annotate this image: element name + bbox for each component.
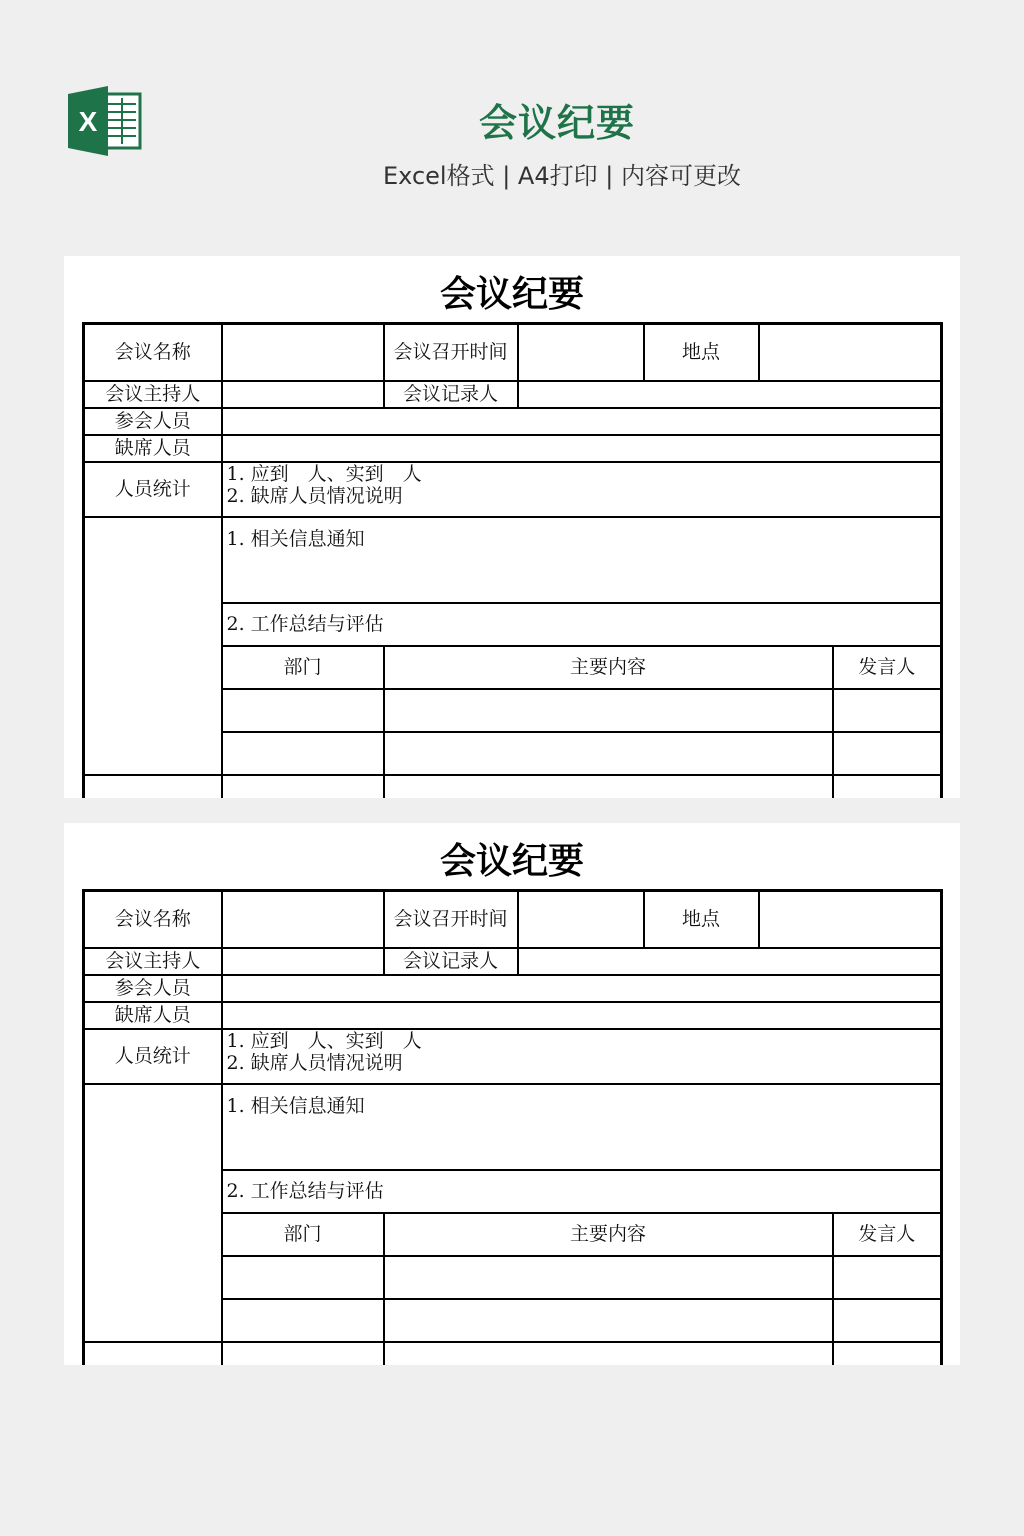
col-header-dept: 部门 (222, 1213, 384, 1256)
label-recorder: 会议记录人 (384, 381, 518, 408)
cell-content-left (84, 775, 222, 799)
cell-absent[interactable] (222, 435, 942, 462)
label-recorder: 会议记录人 (384, 948, 518, 975)
col-header-speaker: 发言人 (833, 646, 942, 689)
cell-speaker[interactable] (833, 1342, 942, 1366)
cell-content[interactable] (384, 1299, 833, 1342)
label-host: 会议主持人 (84, 381, 222, 408)
cell-dept[interactable] (222, 732, 384, 775)
col-header-dept: 部门 (222, 646, 384, 689)
page-title: 会议纪要 (478, 101, 635, 145)
cell-meeting-time[interactable] (518, 324, 644, 381)
cell-content[interactable] (384, 689, 833, 732)
cell-summary[interactable] (222, 1170, 942, 1213)
label-place: 地点 (644, 891, 759, 948)
label-stats: 人员统计 (84, 1029, 222, 1084)
cell-content-left (84, 1084, 222, 1342)
cell-attendees[interactable] (222, 408, 942, 435)
label-absent: 缺席人员 (84, 1002, 222, 1029)
stats-line-1: 1. 应到 人、实到 人 (226, 1029, 422, 1052)
cell-content[interactable] (384, 1342, 833, 1366)
info-label: 1. 相关信息通知 (226, 527, 365, 550)
cell-absent[interactable] (222, 1002, 942, 1029)
cell-recorder[interactable] (518, 948, 942, 975)
sheet-preview-2 (64, 823, 960, 1365)
cell-content-left (84, 517, 222, 775)
col-header-content: 主要内容 (384, 646, 833, 689)
cell-speaker[interactable] (833, 1299, 942, 1342)
cell-dept[interactable] (222, 775, 384, 799)
cell-speaker[interactable] (833, 775, 942, 799)
cell-info[interactable] (222, 1084, 942, 1170)
summary-label: 2. 工作总结与评估 (226, 1180, 384, 1202)
cell-speaker[interactable] (833, 1256, 942, 1299)
cell-speaker[interactable] (833, 689, 942, 732)
cell-content[interactable] (384, 732, 833, 775)
col-header-content: 主要内容 (384, 1213, 833, 1256)
label-stats: 人员统计 (84, 462, 222, 517)
sheet-title: 会议纪要 (439, 273, 584, 315)
label-host: 会议主持人 (84, 948, 222, 975)
cell-attendees[interactable] (222, 975, 942, 1002)
cell-meeting-name[interactable] (222, 891, 384, 948)
label-place: 地点 (644, 324, 759, 381)
cell-host[interactable] (222, 381, 384, 408)
label-attendees: 参会人员 (84, 408, 222, 435)
label-absent: 缺席人员 (84, 435, 222, 462)
label-attendees: 参会人员 (84, 975, 222, 1002)
info-label: 1. 相关信息通知 (226, 1094, 365, 1117)
label-meeting-time: 会议召开时间 (384, 891, 518, 948)
cell-meeting-name[interactable] (222, 324, 384, 381)
cell-host[interactable] (222, 948, 384, 975)
minutes-table (82, 322, 943, 798)
cell-dept[interactable] (222, 1299, 384, 1342)
sheet-title: 会议纪要 (439, 840, 584, 882)
logo-letter: X (78, 106, 98, 137)
stats-line-2: 2. 缺席人员情况说明 (226, 484, 403, 507)
sheet-preview-1 (64, 256, 960, 798)
cell-recorder[interactable] (518, 381, 942, 408)
cell-content-left (84, 1342, 222, 1366)
cell-stats[interactable] (222, 1029, 942, 1084)
cell-meeting-time[interactable] (518, 891, 644, 948)
stats-line-2: 2. 缺席人员情况说明 (226, 1051, 403, 1074)
col-header-speaker: 发言人 (833, 1213, 942, 1256)
stats-line-1: 1. 应到 人、实到 人 (226, 462, 422, 485)
cell-speaker[interactable] (833, 732, 942, 775)
cell-info[interactable] (222, 517, 942, 603)
summary-label: 2. 工作总结与评估 (226, 613, 384, 635)
cell-stats[interactable] (222, 462, 942, 517)
cell-dept[interactable] (222, 1342, 384, 1366)
label-meeting-name: 会议名称 (84, 324, 222, 381)
minutes-table (82, 889, 943, 1365)
cell-summary[interactable] (222, 603, 942, 646)
cell-place[interactable] (759, 324, 942, 381)
label-meeting-name: 会议名称 (84, 891, 222, 948)
cell-place[interactable] (759, 891, 942, 948)
label-meeting-time: 会议召开时间 (384, 324, 518, 381)
cell-dept[interactable] (222, 1256, 384, 1299)
cell-dept[interactable] (222, 689, 384, 732)
page-subtitle: Excel格式 | A4打印 | 内容可更改 (383, 162, 741, 190)
cell-content[interactable] (384, 775, 833, 799)
cell-content[interactable] (384, 1256, 833, 1299)
